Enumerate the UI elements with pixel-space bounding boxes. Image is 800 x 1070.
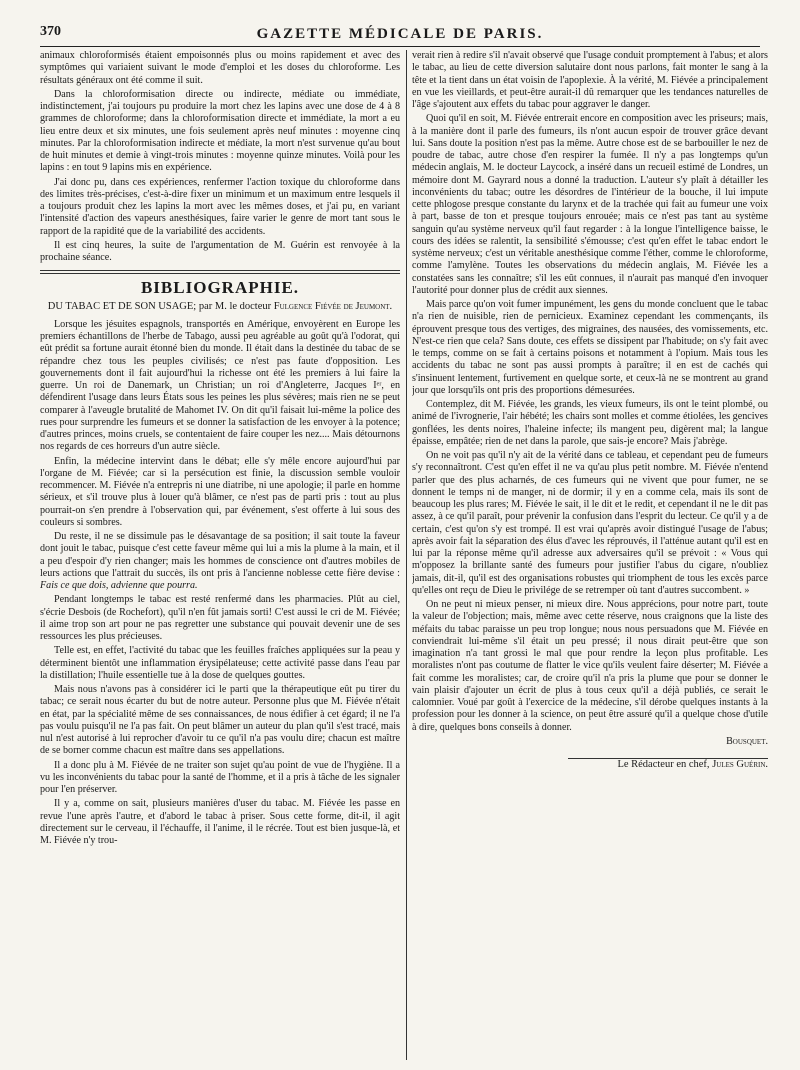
paragraph-text: Du reste, il ne se dissimule pas le désavantage de sa position; il sait toute la faveur dont jouit le tabac, puisque c'est cette faveur même qui lui a mis la plume à la main, et il a peu d'espoir d'y rien changer; mais les hommes de conscience ont d'autres mobiles de leurs actions que l'attrait du succès, ils ont pris à l'ancienne noblesse cette fière devise : [40, 531, 400, 579]
paragraph: Il y a, comme on sait, plusieurs manières d'user du tabac. M. Fiévée les passe en revue l'une après l'autre, et d'abord le tabac à priser. Sous cette forme, dit-il, il agit directement sur le cerveau, il l'échauffe, il l'anime, il le récrée. Tout est bien jusque-là, et M. Fiévée n'y trou- [40, 798, 400, 846]
journal-title: GAZETTE MÉDICALE DE PARIS. [256, 25, 544, 42]
column-divider [406, 50, 407, 1060]
paragraph: verait rien à redire s'il n'avait observé que l'usage conduit promptement à l'abus; et alors le tabac, au lieu de cette diversion salutaire dont nous parlons, fait monter le sang à la tête et la tient dans un état voisin de l'apoplexie. À la vérité, M. Fiévée a principalement en vue les vieillards, et peut-être aurait-il dû remarquer que les tendances naturelles de l'âge s'ajoutent aux effets du tabac pour aggraver le danger. [412, 50, 768, 110]
paragraph: On ne peut ni mieux penser, ni mieux dire. Nous apprécions, pour notre part, toute la valeur de l'objection; mais, même avec cette réserve, nous craignons que la liste des méfaits du tabac paraisse un peu trop longue; nous nous persuadons que M. Fiévée en conviendrait lui-même s'il était un peu pressé; il nous dirait peut-être que son imagination n'a tant grossi le mal que pour rendre la leçon plus profitable. Les moralistes n'ont pas coutume de flatter le vice qu'ils veulent faire déserter; M. Fiévée a fait comme les moralistes; car, de croire qu'il n'a pris la plume que pour se donner le vain plaisir d'ajouter un écrit de plus à tous ceux qu'il a déjà publiés, ce serait le calomnier. Voué par goût à l'exercice de la médecine, s'il dérobe quelques instants à la profession pour les donner à la science, on peut être assuré qu'il a quelque chose d'utile à dire, quelques bons conseils à donner. [412, 599, 768, 733]
paragraph: Pendant longtemps le tabac est resté renfermé dans les pharmacies. Plût au ciel, s'écrie Desbois (de Rochefort), qu'il n'en fût jamais sorti! C'est aussi le cri de M. Fiévée; il aime trop son art pour ne pas regretter une substance qui pouvait devenir une de ses ressources les plus précieuses. [40, 594, 400, 642]
article-author: Fulgence Fiévée de Jeumont. [273, 300, 393, 312]
article-title: DU TABAC ET DE SON USAGE; par M. le docteur [47, 300, 272, 312]
paragraph [40, 531, 400, 592]
section-rule [40, 270, 400, 271]
editor-name: Jules Guérin. [712, 759, 768, 770]
left-column [40, 50, 400, 1050]
section-rule [40, 273, 400, 274]
paragraph: Quoi qu'il en soit, M. Fiévée entrerait encore en composition avec les priseurs; mais, à la manière dont il parle des fumeurs, ils n'ont aucun espoir de trouver grâce devant lui. Sans doute la position n'est pas la même. Autre chose est de se barbouiller le nez de poudre de tabac, autre chose d'en respirer la fumée. Il n'y a pas longtemps qu'un médecin anglais, M. le docteur Laycock, a inséré dans un recueil estimé de Londres, un mémoire dont M. Gayrard nous a donné la traduction. L'auteur s'y plaît à détailler les inconvénients du tabac; outre les désordres de l'intérieur de la bouche, il lui impute cette phlogose presque constante du larynx et de la trachée qui fait au fumeur une voix à part, basse de ton et presque toujours enrouée; mais ce n'est pas tant au système sanguin qu'au système nerveux qu'il faut regarder : à la longue l'intelligence baisse, le cours des idées se ralentit, la sensibilité s'émousse; c'est qu'en effet le tabac endort le système nerveux; c'est un véritable anesthésique comme l'éther, comme le chloroforme, comme l'amylène. Toutes les observations du médecin anglais, M. Fiévée les a constatées sans les connaître; s'il les eût connues, il n'aurait pas manqué d'en invoquer l'autorité pour donner plus de crédit aux siennes. [412, 113, 768, 296]
paragraph: On ne voit pas qu'il n'y ait de la vérité dans ce tableau, et cependant peu de fumeurs s'y reconnaîtront. C'est qu'en effet il ne va qu'au plus petit nombre. M. Fiévée n'entend parler que des plus acharnés, de ces fumeurs qui ne vivent que pour fumer, ne se donnent le temps ni de manger, ni de dormir; il y en a comme cela, mais ils sont de beaucoup les plus rares; M. Fiévée le sait, il le dit et le redit, et cependant il ne le dit pas assez, à ce qu'il paraît, pour prévenir la confusion dans l'esprit du lecteur. Ce qu'il y a de certain, c'est qu'on s'y est trompé. Il est vrai qu'après avoir distingué l'usage de l'abus; après avoir fait la séparation des élus d'avec les réprouvés, il l'atténue autant qu'il est en lui par la réponse même qu'il adresse aux adversaires qu'il se prévoit : « Vous qui m'opposez la brillante santé des fumeurs pour justifier l'abus du cigare, n'oubliez jamais, dit-il, qu'il est des organisations robustes qui triomphent de tous les excès parce qu'elles ont reçu de Dieu le privilége de se retremper où tant d'autres succombent. » [412, 450, 768, 596]
paragraph: Il a donc plu à M. Fiévée de ne traiter son sujet qu'au point de vue de l'hygiène. Il a vu les inconvénients du tabac pour la santé de l'homme, et il a pris à tâche de les signaler pour l'en préserver. [40, 759, 400, 795]
paragraph: Contemplez, dit M. Fiévée, les grands, les vieux fumeurs, ils ont le teint plombé, ou animé de l'ivrognerie, l'air hébété; les chairs sont molles et comme étiolées, les gencives gonflées, les dents noires, l'haleine infecte; ils mangent peu, digèrent mal; la langue épaisse, empâtée; rien de net dans la parole, que sais-je encore? Mais j'abrège. [412, 399, 768, 447]
paragraph: J'ai donc pu, dans ces expériences, renfermer l'action toxique du chloroforme dans des limites très-précises, c'est-à-dire fixer un minimum et un maximum entre lesquels il a toujours produit chez les lapins la mort avec les mêmes doses, et j'ai pu, en variant l'intensité d'action des vapeurs anesthésiques, faire varier le genre de mort tant sous le rapport de la rapidité que de la variabilité des accidents. [40, 176, 400, 237]
section-title: BIBLIOGRAPHIE. [140, 278, 300, 298]
paragraph: Dans la chloroformisation directe ou indirecte, médiate ou immédiate, indistinctement, j'ai toujours pu produire la mort chez les lapins avec une dose de 4 à 8 grammes de chloroforme; dans la chloroformisation directe et immédiate, la mort a eu lieu entre deux et six minutes, une fois seulement après neuf minutes : moyenne cinq minutes. Par la chloroformisation indirecte et médiate, la mort n'est survenue qu'au bout de huit minutes et demie à vingt-trois minutes : moyenne quinze minutes. Voilà pour les lapins : en tout 9 lapins mis en expérience. [40, 88, 400, 174]
paragraph: Il est cinq heures, la suite de l'argumentation de M. Guérin est renvoyée à la prochaine séance. [40, 239, 400, 263]
article-heading [40, 301, 400, 313]
motto: Fais ce que dois, advienne que pourra. [40, 580, 198, 591]
page-header [40, 22, 760, 47]
paragraph: Mais nous n'avons pas à considérer ici le parti que la thérapeutique eût pu tirer du tabac; ce serait nous écarter du but de notre auteur. Personne plus que M. Fiévée n'était en état, par la spécialité même de ses connaissances, de nous édifier à cet égard; il ne l'a pas voulu puisqu'il ne l'a pas fait. On peut blâmer un auteur du plan qu'il s'est tracé, mais nul n'est autorisé à lui reprocher d'avoir tu ce qu'il n'a pas voulu dire; chacun est maître de se borner comme chacun est maître dans ses appellations. [40, 684, 400, 757]
author-signature: Bousquet. [726, 735, 768, 747]
paragraph: Enfin, la médecine intervint dans le débat; elle s'y mêle encore aujourd'hui par l'organe de M. Fiévée; car si la persécution est finie, la discussion semble vouloir recommencer. M. Fiévée n'a entrepris ni une diatribe, ni une apologie; il parle en homme sérieux, et s'il trouve plus à louer qu'à blâmer, ce n'est pas de parti pris : tout au plus pourrait-on s'en prendre à l'observation qui, par événement, s'est offerte à lui sous des couleurs si sombres. [40, 455, 400, 528]
editor-label: Le Rédacteur en chef, [617, 759, 710, 770]
paragraph: Lorsque les jésuites espagnols, transportés en Amérique, envoyèrent en Europe les premiers échantillons de l'herbe de Tabago, aussi peu agréable au goût qu'à l'odorat, qui eût prédit sa fortune aurait étonné bien du monde. Il était dans la destinée du tabac de se répandre chez tous les peuples civilisés; ce n'est pas faute d'opposition. Les gouvernements dont il fait aujourd'hui la richesse ont été les premiers à lui faire la guerre. Un roi de Danemark, un Christian; un roi d'Angleterre, Jacques Iᵉʳ, en défendirent l'usage dans leurs États sous les peines les plus sévères; mais rien ne se peut comparer à l'aveugle brutalité de Mahomet IV. On dit qu'il faisait lui-même la police des rues pour surprendre les fumeurs et se donner la satisfaction de les envoyer à la potence; d'autres princes, moins cruels, se contentaient de faire couper les nez.... Mais détournons nos regards de ces horreurs d'un autre siècle. [40, 318, 400, 453]
editor-line [412, 759, 768, 771]
page-number: 370 [40, 24, 61, 39]
paragraph: Telle est, en effet, l'activité du tabac que les feuilles fraîches appliquées sur la peau y déterminent bientôt une inflammation érysipélateuse; cette activité passe dans l'eau par la distillation; l'huile essentielle tue à la dose de quelques gouttes. [40, 645, 400, 681]
right-column [412, 50, 768, 1050]
paragraph: animaux chloroformisés étaient empoisonnés plus ou moins rapidement et avec des symptômes qui variaient suivant le mode d'emploi et les doses du chloroforme. Les résultats généraux ont été comme il suit. [40, 50, 400, 86]
paragraph: Mais parce qu'on voit fumer impunément, les gens du monde concluent que le tabac n'a rien de nuisible, rien de pernicieux. Examinez cependant les commençants, ils éprouvent presque tous des vertiges, des migraines, des nausées, des vomissements, etc. N'est-ce rien que cela? Sans doute, ces effets se dissipent par l'habitude; on s'y fait avec le temps, comme on se fait à certains poisons et notamment à l'opium. Mais tous les accidents du tabac ne sont pas aussi prompts à paraître; il en est de cachés qui s'insinuent lentement, furtivement en quelque sorte, et ceux-là ne se montrent au grand jour que lorsqu'ils ont pris des proportions démesurées. [412, 299, 768, 396]
